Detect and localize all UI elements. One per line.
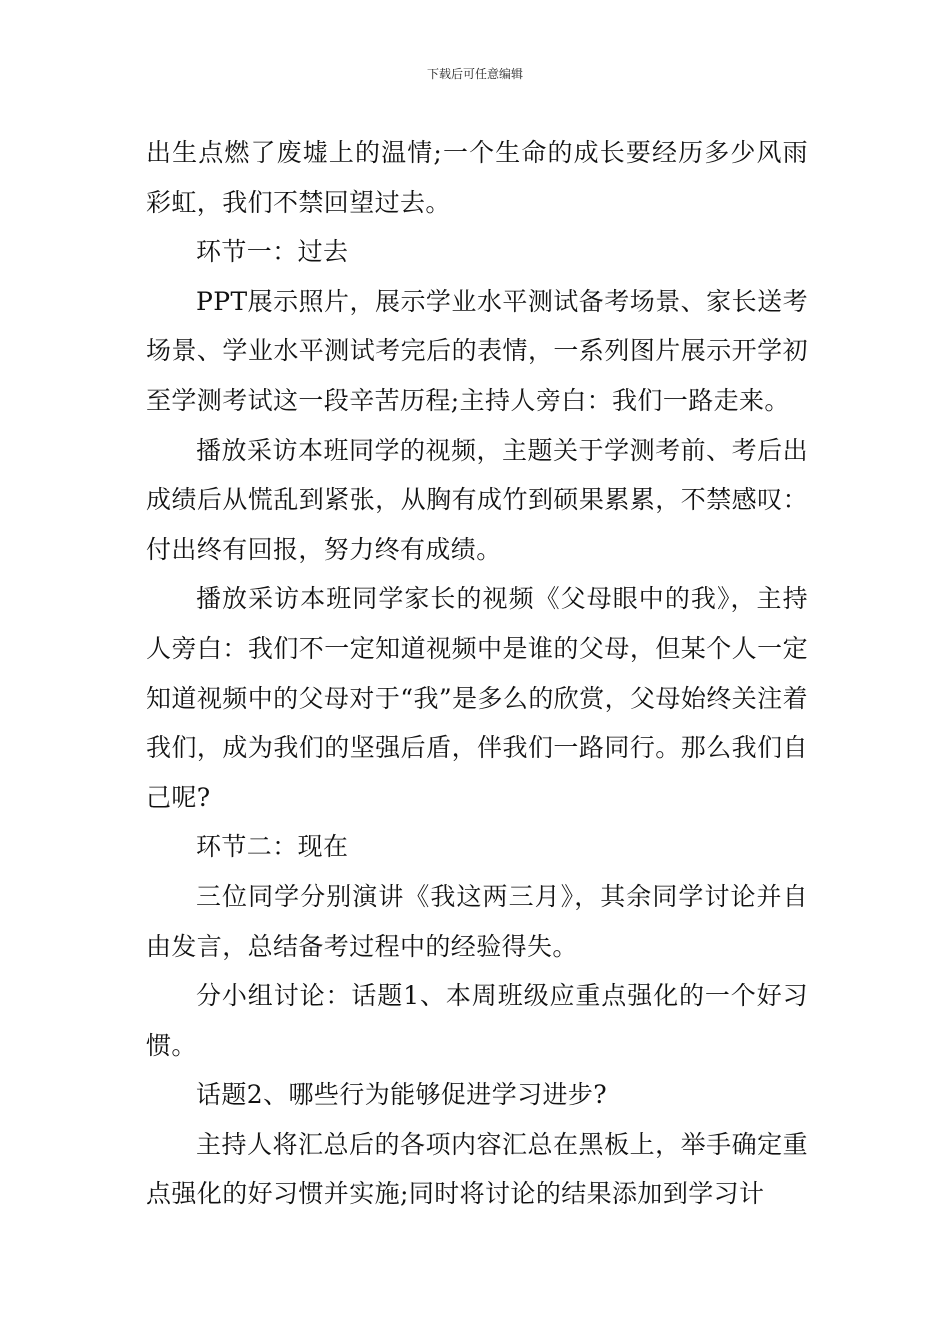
document-body — [146, 128, 808, 1219]
paragraph-topic2: 话题2、哪些行为能够促进学习进步? — [196, 1080, 608, 1110]
paragraph-intro-continuation: 出生点燃了废墟上的温情;一个生命的成长要经历多少风雨彩虹，我们不禁回望过去。 — [146, 138, 808, 217]
page-header: 下载后可任意编辑 — [426, 67, 523, 81]
paragraph-group-discussion-topic1: 分小组讨论：话题1、本周班级应重点强化的一个好习惯。 — [146, 981, 808, 1060]
section-heading-past: 环节一：过去 — [196, 237, 349, 267]
paragraph-student-interview: 播放采访本班同学的视频，主题关于学测考前、考后出成绩后从慌乱到紧张，从胸有成竹到硕果累累，不禁感叹：付出终有回报，努力终有成绩。 — [146, 435, 808, 564]
section-heading-present: 环节二：现在 — [196, 832, 349, 862]
paragraph-speeches: 三位同学分别演讲《我这两三月》，其余同学讨论并自由发言，总结备考过程中的经验得失。 — [146, 881, 808, 961]
paragraph-parent-interview: 播放采访本班同学家长的视频《父母眼中的我》，主持人旁白：我们不一定知道视频中是谁的父母，但某个人一定知道视频中的父母对于“我”是多么的欣赏，父母始终关注着我们，成为我们的坚强后盾，伴我们一路同行。那么我们自己呢? — [146, 584, 808, 812]
paragraph-ppt-photos: PPT展示照片，展示学业水平测试备考场景、家长送考场景、学业水平测试考完后的表情，一系列图片展示开学初至学测考试这一段辛苦历程;主持人旁白：我们一路走来。 — [146, 286, 808, 415]
paragraph-host-summary: 主持人将汇总后的各项内容汇总在黑板上，举手确定重点强化的好习惯并实施;同时将讨论的结果添加到学习计 — [146, 1129, 808, 1209]
